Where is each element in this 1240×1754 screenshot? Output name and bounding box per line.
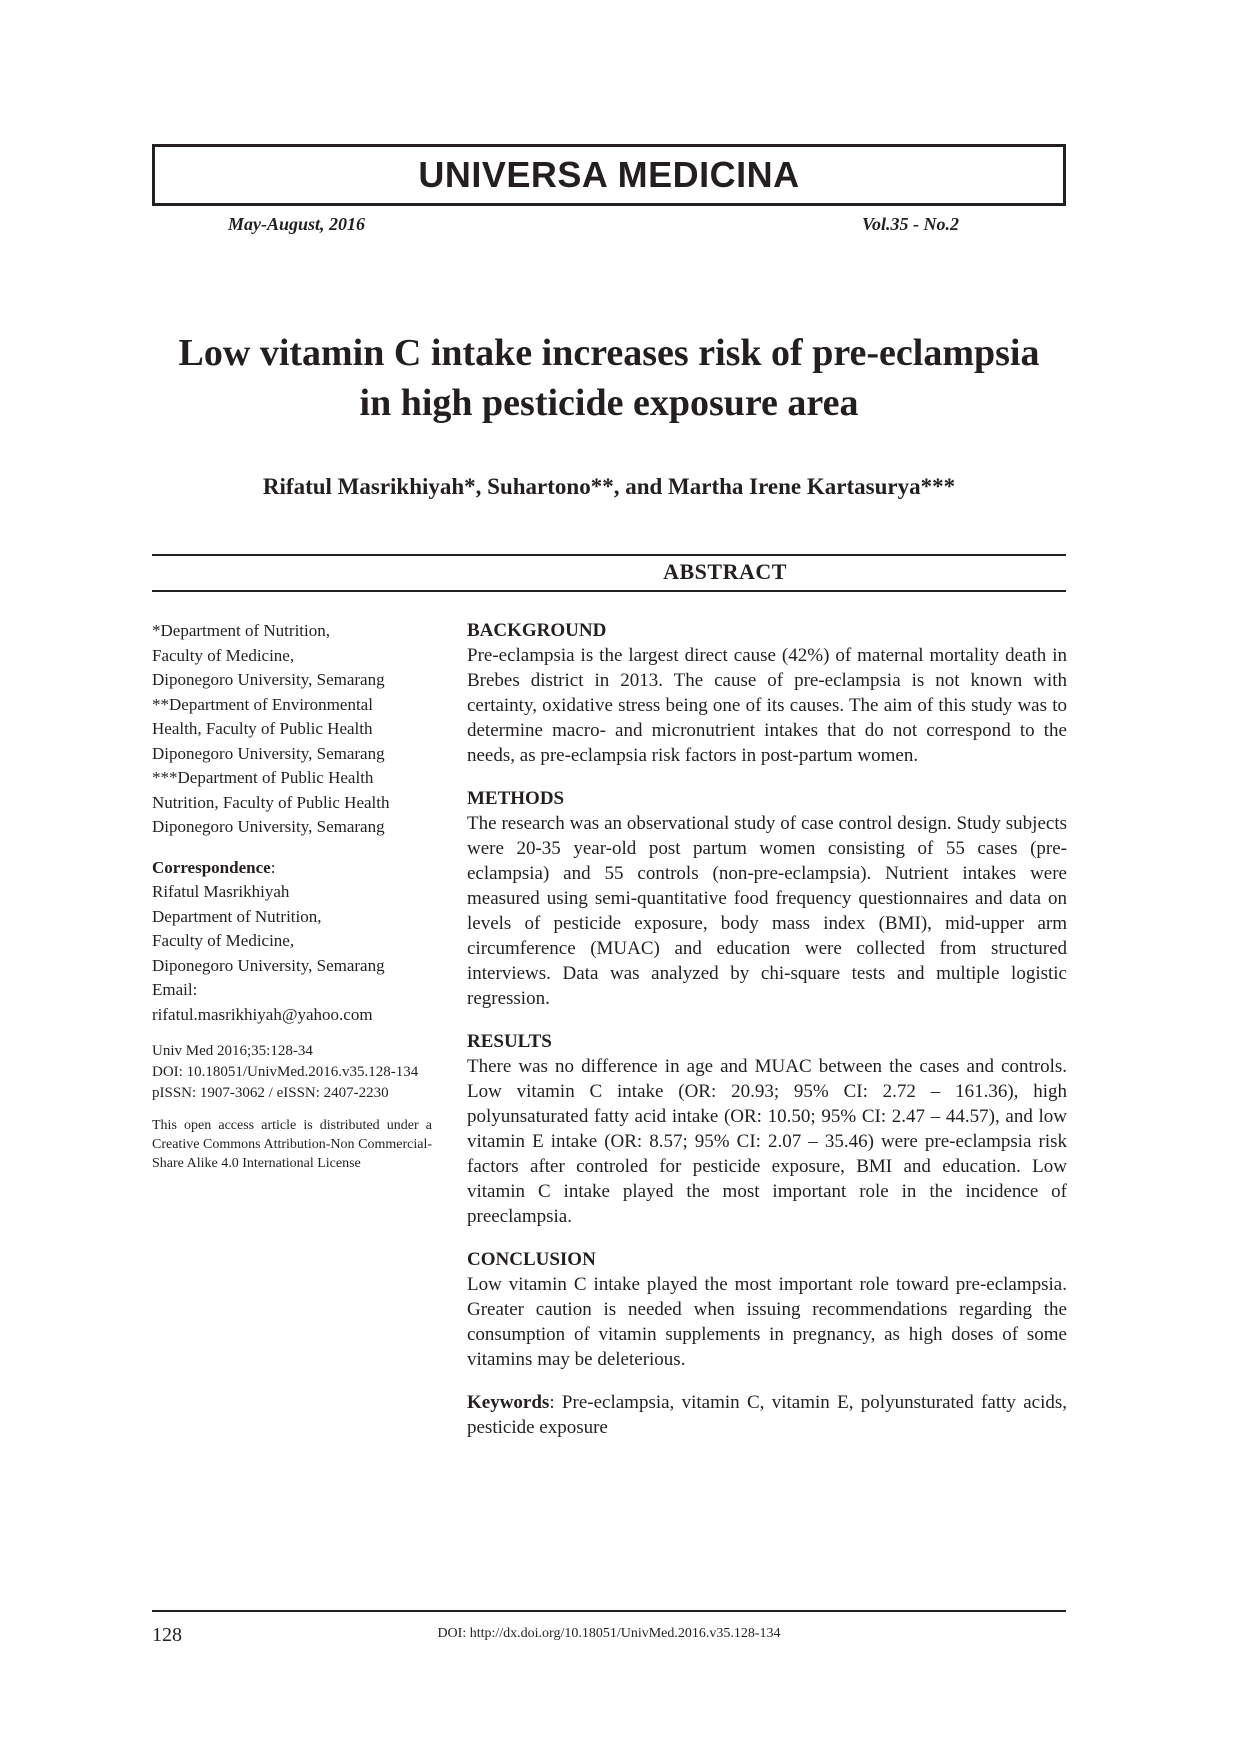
correspondence-heading: Correspondence:	[152, 857, 276, 877]
article-authors: Rifatul Masrikhiyah*, Suhartono**, and Martha Irene Kartasurya***	[262, 474, 956, 499]
affiliation-line: Diponegoro University, Semarang	[152, 817, 385, 836]
keywords-text: : Pre-eclampsia, vitamin C, vitamin E, polyunsturated fatty acids, pesticide exposure	[467, 1392, 1067, 1438]
correspondence-block	[152, 856, 432, 1028]
abstract-keywords	[467, 1390, 1067, 1440]
correspondence-line: Email:	[152, 980, 198, 999]
correspondence-line: Department of Nutrition,	[152, 906, 322, 926]
background-text: Pre-eclampsia is the largest direct cause (42%) of maternal mortality death in Brebes district in 2013. The cause of pre-eclampsia is not known with certainty, oxidative stress being one of its causes. The aim of this study was to determine macro- and micronutrient intakes that do not correspond to the needs, as pre-eclampsia risk factors in post-partum women.	[467, 645, 1067, 766]
license-notice: This open access article is distributed under a Creative Commons Attribution-Non Commercial-Share Alike 4.0 International License	[152, 1118, 432, 1171]
abstract-background	[467, 618, 1067, 768]
abstract-conclusion	[467, 1247, 1067, 1372]
article-title-line-2: in high pesticide exposure area	[359, 382, 859, 424]
affiliation-line: Faculty of Medicine,	[152, 645, 295, 665]
article-title-line-1: Low vitamin C intake increases risk of pre-eclampsia	[178, 332, 1040, 374]
affiliation-line: Diponegoro University, Semarang	[152, 670, 385, 689]
correspondence-line: Diponegoro University, Semarang	[152, 955, 385, 975]
results-heading: RESULTS	[467, 1031, 552, 1052]
affiliation-line: Health, Faculty of Public Health	[152, 719, 373, 738]
citation-line: Univ Med 2016;35:128-34	[152, 1043, 313, 1059]
page-number: 128	[152, 1624, 182, 1646]
correspondence-email[interactable]: rifatul.masrikhiyah@yahoo.com	[152, 1004, 373, 1024]
correspondence-label: Correspondence	[152, 857, 271, 877]
affiliations	[152, 619, 432, 840]
keywords-label: Keywords	[467, 1392, 550, 1413]
affiliation-line: *Department of Nutrition,	[152, 621, 330, 640]
citation-issn: pISSN: 1907-3062 / eISSN: 2407-2230	[152, 1085, 389, 1101]
abstract-bottom-rule	[152, 590, 1066, 592]
footer-doi-link[interactable]: DOI: http://dx.doi.org/10.18051/UnivMed.2016.v35.128-134	[437, 1626, 781, 1641]
keywords-line	[467, 1390, 1067, 1440]
footer-rule	[152, 1610, 1066, 1612]
citation-block	[152, 1041, 432, 1104]
correspondence-line: Rifatul Masrikhiyah	[152, 882, 290, 901]
issue-date: May-August, 2016	[228, 214, 366, 234]
abstract-methods	[467, 786, 1067, 1011]
affiliation-line: Diponegoro University, Semarang	[152, 743, 385, 763]
issue-volume: Vol.35 - No.2	[862, 214, 960, 234]
results-text: There was no difference in age and MUAC between the cases and controls. Low vitamin C intake (OR: 20.93; 95% CI: 2.72 – 161.36), high polyunsaturated fatty acid intake (OR: 10.50; 95% CI: 2.47 – 44.57), and low vitamin E intake (OR: 8.57; 95% CI: 2.07 – 35.46) were pre-eclampsia risk factors after controled for pesticide exposure, BMI and education. Low vitamin C intake played the most important role in the incidence of preeclampsia.	[467, 1056, 1067, 1227]
abstract-body	[467, 618, 1067, 1458]
conclusion-heading: CONCLUSION	[467, 1249, 596, 1270]
background-heading: BACKGROUND	[467, 620, 607, 641]
conclusion-text: Low vitamin C intake played the most important role toward pre-eclampsia. Greater caution is needed when issuing recommendations regarding the consumption of vitamin supplements in pregnancy, as high doses of some vitamins may be deleterious.	[467, 1274, 1067, 1370]
sidebar	[152, 619, 432, 1173]
article-title	[152, 328, 1066, 428]
methods-heading: METHODS	[467, 788, 565, 809]
correspondence-line: Faculty of Medicine,	[152, 931, 295, 950]
journal-header-box	[152, 144, 1066, 206]
affiliation-line: Nutrition, Faculty of Public Health	[152, 792, 390, 812]
methods-text: The research was an observational study of case control design. Study subjects were 20-35 year-old post partum women consisting of 55 cases (pre-eclampsia) and 55 controls (non-pre-eclampsia). Nutrient intakes were measured using semi-quantitative food frequency questionnaires and data on levels of pesticide exposure, body mass index (BMI), mid-upper arm circumference (MUAC) and education were collected from structured interviews. Data was analyzed by chi-square tests and multiple logistic regression.	[467, 813, 1067, 1009]
citation-doi: DOI: 10.18051/UnivMed.2016.v35.128-134	[152, 1064, 419, 1080]
affiliation-line: **Department of Environmental	[152, 694, 373, 714]
journal-name: UNIVERSA MEDICINA	[418, 154, 800, 195]
abstract-results	[467, 1029, 1067, 1229]
affiliation-line: ***Department of Public Health	[152, 768, 374, 787]
abstract-heading: ABSTRACT	[663, 559, 787, 584]
